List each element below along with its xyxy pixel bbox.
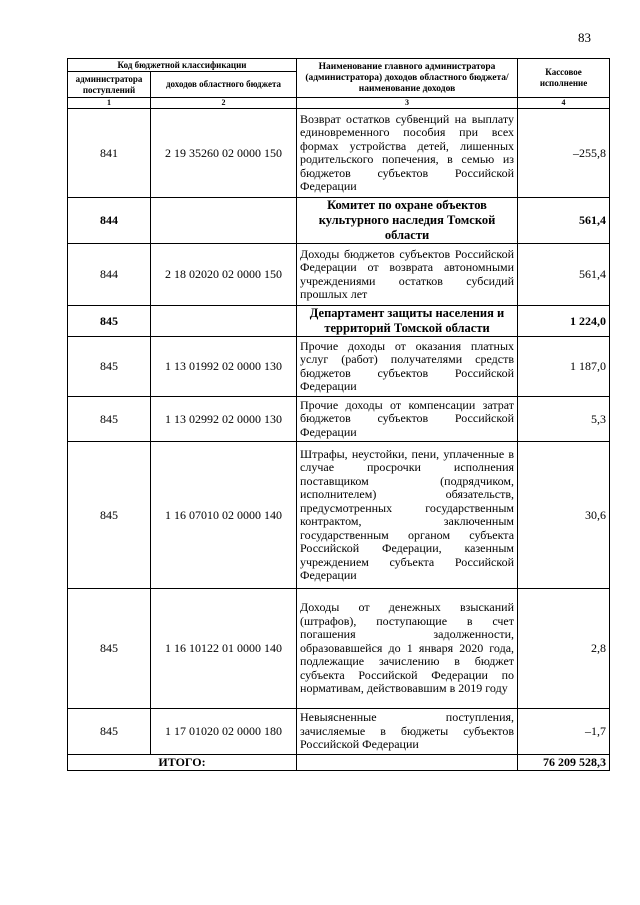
admin-code-cell: 841 <box>68 109 151 198</box>
amount-cell: 1 224,0 <box>518 306 610 337</box>
admin-code-cell: 845 <box>68 337 151 397</box>
budget-revenue-table <box>67 58 610 771</box>
revenue-code-cell: 1 13 02992 02 0000 130 <box>151 397 297 442</box>
table-row <box>68 337 610 397</box>
header-revenue-code: доходов областного бюджета <box>151 72 297 98</box>
column-index: 3 <box>297 98 518 109</box>
section-row <box>68 198 610 244</box>
revenue-name-cell: Штрафы, неустойки, пени, уплаченные в случае просрочки исполнения поставщиком (подрядчиком, исполнителем) обязательств, предусмотренных государственным контрактом, заключенным государственным органом субъекта Российской Федерации, казенным учреждением субъекта Российской Федерации <box>297 442 518 589</box>
header-name: Наименование главного администратора (администратора) доходов областного бюджета/ наименование доходов <box>297 59 518 98</box>
amount-cell: 1 187,0 <box>518 337 610 397</box>
column-index: 2 <box>151 98 297 109</box>
admin-code-cell: 844 <box>68 244 151 306</box>
revenue-name-cell: Доходы бюджетов субъектов Российской Федерации от возврата автономными учреждениями остатков субсидий прошлых лет <box>297 244 518 306</box>
admin-code-cell: 845 <box>68 709 151 755</box>
section-title-cell: Департамент защиты населения и территорий Томской области <box>297 306 518 337</box>
revenue-code-cell: 1 13 01992 02 0000 130 <box>151 337 297 397</box>
revenue-code-cell: 1 17 01020 02 0000 180 <box>151 709 297 755</box>
revenue-name-cell: Невыясненные поступления, зачисляемые в бюджеты субъектов Российской Федерации <box>297 709 518 755</box>
total-label: ИТОГО: <box>68 755 297 771</box>
revenue-name-cell: Прочие доходы от компенсации затрат бюджетов субъектов Российской Федерации <box>297 397 518 442</box>
admin-code-cell: 845 <box>68 397 151 442</box>
revenue-name-cell: Доходы от денежных взысканий (штрафов), поступающие в счет погашения задолженности, образовавшейся до 1 января 2020 года, подлежащие зачислению в бюджет субъекта Российской Федерации по нормативам, действовавшим в 2019 году <box>297 589 518 709</box>
header-admin-code: администратора поступлений <box>68 72 151 98</box>
table-row <box>68 109 610 198</box>
amount-cell: 561,4 <box>518 198 610 244</box>
total-empty-cell <box>297 755 518 771</box>
revenue-name-cell: Прочие доходы от оказания платных услуг (работ) получателями средств бюджетов субъектов Российской Федерации <box>297 337 518 397</box>
admin-code-cell: 845 <box>68 442 151 589</box>
admin-code-cell: 845 <box>68 589 151 709</box>
table-row <box>68 244 610 306</box>
table-row <box>68 589 610 709</box>
revenue-code-cell: 2 19 35260 02 0000 150 <box>151 109 297 198</box>
table-row <box>68 397 610 442</box>
table-row <box>68 442 610 589</box>
header-classification-code: Код бюджетной классификации <box>68 59 297 72</box>
admin-code-cell: 844 <box>68 198 151 244</box>
amount-cell: –255,8 <box>518 109 610 198</box>
table-row <box>68 709 610 755</box>
amount-cell: 561,4 <box>518 244 610 306</box>
total-row <box>68 755 610 771</box>
page-number: 83 <box>578 30 591 45</box>
revenue-code-cell: 2 18 02020 02 0000 150 <box>151 244 297 306</box>
header-cash-execution: Кассовое исполнение <box>518 59 610 98</box>
revenue-code-cell: 1 16 07010 02 0000 140 <box>151 442 297 589</box>
amount-cell: 2,8 <box>518 589 610 709</box>
column-index: 4 <box>518 98 610 109</box>
revenue-code-cell <box>151 306 297 337</box>
revenue-name-cell: Возврат остатков субвенций на выплату единовременного пособия при всех формах устройства детей, лишенных родительского попечения, в семью из бюджетов субъектов Российской Федерации <box>297 109 518 198</box>
amount-cell: –1,7 <box>518 709 610 755</box>
revenue-code-cell: 1 16 10122 01 0000 140 <box>151 589 297 709</box>
admin-code-cell: 845 <box>68 306 151 337</box>
amount-cell: 30,6 <box>518 442 610 589</box>
column-index: 1 <box>68 98 151 109</box>
section-row <box>68 306 610 337</box>
amount-cell: 5,3 <box>518 397 610 442</box>
revenue-code-cell <box>151 198 297 244</box>
section-title-cell: Комитет по охране объектов культурного наследия Томской области <box>297 198 518 244</box>
total-amount: 76 209 528,3 <box>518 755 610 771</box>
